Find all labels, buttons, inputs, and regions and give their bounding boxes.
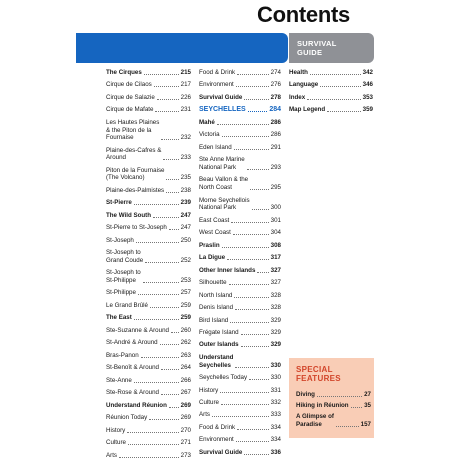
toc-entry-label: St-Philippe [106, 289, 136, 297]
toc-entry[interactable] [199, 317, 281, 325]
dot-leader [169, 229, 179, 230]
toc-entry-page: 259 [180, 314, 191, 322]
toc-entry-page: 260 [180, 326, 191, 334]
toc-entry-label: Language [289, 81, 319, 89]
toc-entry-label: Réunion Today [106, 414, 148, 422]
toc-entry-page: 253 [180, 276, 191, 284]
toc-entry[interactable] [199, 436, 281, 444]
toc-entry-page: 300 [270, 204, 281, 212]
toc-entry[interactable] [199, 354, 281, 369]
toc-entry-label: North Island [199, 291, 233, 299]
dot-leader [138, 294, 179, 295]
toc-entry[interactable] [199, 399, 281, 407]
toc-entry[interactable] [199, 242, 281, 250]
toc-entry[interactable] [199, 411, 281, 419]
toc-entry-page: 274 [270, 69, 281, 76]
dot-leader [119, 457, 179, 458]
toc-entry-label: St-Pierre to St-Joseph [106, 224, 167, 232]
toc-entry[interactable] [199, 144, 281, 152]
toc-entry-page: 238 [180, 186, 191, 194]
toc-entry[interactable] [199, 176, 281, 191]
toc-entry[interactable] [106, 439, 191, 447]
toc-entry-page: 27 [364, 391, 371, 398]
dot-leader [307, 99, 361, 100]
toc-entry[interactable] [199, 119, 281, 127]
toc-entry-page: 262 [180, 339, 191, 347]
dot-leader [229, 284, 269, 285]
toc-entry[interactable] [106, 377, 191, 385]
dot-leader [145, 262, 179, 263]
page-title: Contents [257, 2, 350, 27]
toc-entry[interactable] [106, 302, 191, 310]
dot-leader [161, 394, 179, 395]
toc-entry-label: Plaine-des-Palmistes [106, 186, 165, 194]
toc-entry-label: Outer Islands [199, 341, 239, 349]
toc-entry-page: 226 [180, 93, 191, 101]
dot-leader [310, 74, 361, 75]
toc-entry-label: Index [289, 93, 306, 101]
toc-entry-page: 334 [270, 423, 281, 431]
toc-column-1 [106, 69, 191, 464]
toc-entry-page: 257 [180, 289, 191, 297]
dot-leader [166, 192, 179, 193]
dot-leader [161, 369, 179, 370]
toc-entry-page: 269 [180, 401, 191, 409]
toc-entry-page: 271 [180, 439, 191, 447]
toc-entry-page: 317 [270, 254, 281, 262]
dot-leader [161, 139, 178, 140]
toc-entry[interactable] [296, 391, 371, 399]
toc-entry-label: Cirque de Mafate [106, 106, 154, 114]
toc-entry-page: 270 [180, 426, 191, 434]
dot-leader [155, 111, 178, 112]
toc-entry-label: The Wild South [106, 211, 151, 219]
toc-entry-page: 284 [269, 106, 281, 114]
toc-entry-label: Cirque de Salazie [106, 93, 155, 101]
toc-entry-label: Frégate Island [199, 328, 239, 336]
toc-entry-page: 239 [180, 199, 191, 207]
toc-entry-label: Ste-Suzanne & Around [106, 326, 169, 334]
toc-entry[interactable] [106, 269, 191, 284]
toc-entry[interactable] [106, 327, 191, 335]
toc-entry[interactable] [106, 389, 191, 397]
toc-entry[interactable] [106, 339, 191, 347]
toc-entry-label: Les Hautes Plaines & the Piton de la Fournaise [106, 118, 160, 142]
toc-entry-page: 327 [270, 266, 281, 274]
toc-entry-page: 247 [180, 224, 191, 232]
dot-leader [127, 432, 178, 433]
toc-entry[interactable] [199, 279, 281, 287]
toc-entry-label: Morne Seychellois National Park [199, 196, 250, 212]
toc-entry[interactable] [199, 254, 281, 262]
toc-entry-label: Food & Drink [199, 423, 236, 431]
toc-entry-label: St-Joseph [106, 236, 134, 244]
dot-leader [134, 319, 179, 320]
toc-entry[interactable] [296, 413, 371, 428]
toc-entry-page: 359 [362, 106, 373, 114]
dot-leader [241, 346, 269, 347]
toc-entry-page: 232 [180, 134, 191, 142]
toc-entry-page: 231 [180, 106, 191, 114]
toc-entry[interactable] [199, 106, 281, 114]
dot-leader [166, 179, 178, 180]
dot-leader [143, 282, 179, 283]
dot-leader [171, 332, 179, 333]
dot-leader [169, 407, 179, 408]
toc-entry-page: 329 [270, 328, 281, 336]
dot-leader [231, 222, 268, 223]
toc-entry[interactable] [106, 119, 191, 142]
toc-entry-page: 263 [180, 351, 191, 359]
toc-entry-label: Denis Island [199, 304, 234, 312]
toc-entry-label: East Coast [199, 216, 230, 224]
dot-leader [227, 259, 269, 260]
dot-leader [236, 441, 269, 442]
dot-leader [160, 344, 179, 345]
toc-entry-page: 250 [180, 236, 191, 244]
toc-entry-label: Seychelles Today [199, 374, 248, 382]
toc-entry[interactable] [199, 424, 281, 432]
toc-entry[interactable] [199, 267, 281, 275]
toc-entry-label: Piton de la Fournaise (The Volcano) [106, 166, 165, 182]
toc-entry-label: Plaine-des-Cafres & Around [106, 146, 162, 162]
toc-entry[interactable] [106, 364, 191, 372]
toc-entry-page: 342 [362, 69, 373, 76]
toc-entry-label: Map Legend [289, 106, 326, 114]
toc-entry[interactable] [199, 197, 281, 212]
toc-entry-label: Environment [199, 81, 234, 89]
toc-entry-page: 308 [270, 241, 281, 249]
toc-entry-page: 252 [180, 256, 191, 264]
toc-entry-label: Le Grand Brûlé [106, 301, 148, 309]
dot-leader [237, 429, 269, 430]
dot-leader [234, 149, 269, 150]
toc-entry-page: 269 [180, 414, 191, 422]
toc-entry-label: St-Joseph to Grand Coude [106, 249, 144, 264]
toc-entry[interactable] [106, 147, 191, 162]
toc-entry-page: 334 [270, 436, 281, 444]
dot-leader [149, 419, 179, 420]
toc-entry[interactable] [289, 94, 373, 102]
dot-leader [257, 272, 268, 273]
toc-entry-label: Silhouette [199, 279, 227, 287]
toc-entry[interactable] [199, 217, 281, 225]
toc-entry-label: The Cirques [106, 69, 142, 76]
toc-entry-label: Ste-Rose & Around [106, 389, 159, 397]
dot-leader [222, 247, 269, 248]
dot-leader [234, 297, 268, 298]
toc-entry-label: Culture [199, 399, 219, 406]
dot-leader [247, 169, 269, 170]
toc-entry-label: The East [106, 314, 132, 322]
dot-leader [134, 204, 179, 205]
toc-entry[interactable] [199, 69, 281, 77]
toc-entry-page: 266 [180, 376, 191, 384]
dot-leader [235, 367, 268, 368]
toc-entry[interactable] [289, 106, 373, 114]
dot-leader [212, 416, 269, 417]
dot-leader [244, 99, 268, 100]
toc-entry-page: 286 [270, 131, 281, 139]
dot-leader [157, 99, 179, 100]
dot-leader [317, 396, 362, 397]
toc-entry-label: Other Inner Islands [199, 266, 256, 274]
toc-entry-label: Culture [106, 439, 126, 447]
toc-entry[interactable] [106, 352, 191, 360]
dot-leader [150, 307, 179, 308]
dot-leader [237, 74, 269, 75]
toc-entry-page: 273 [180, 451, 191, 459]
toc-entry[interactable] [296, 402, 371, 410]
toc-entry[interactable] [106, 81, 191, 89]
toc-entry-label: Health [289, 69, 308, 76]
dot-leader [241, 334, 269, 335]
dot-leader [233, 234, 269, 235]
toc-entry-page: 215 [180, 69, 191, 76]
dot-leader [128, 444, 179, 445]
dot-leader [144, 74, 179, 75]
toc-entry-label: Diving [296, 391, 315, 398]
toc-entry-label: Victoria [199, 131, 220, 139]
toc-entry-label: Environment [199, 436, 234, 444]
toc-entry-page: 333 [270, 411, 281, 419]
toc-entry-label: St-André & Around [106, 339, 158, 347]
toc-entry-page: 301 [270, 216, 281, 224]
toc-entry[interactable] [106, 212, 191, 220]
toc-entry[interactable] [199, 341, 281, 349]
toc-entry-label: Ste-Anne [106, 376, 132, 384]
toc-column-2 [199, 69, 281, 461]
dot-leader [252, 209, 269, 210]
toc-entry[interactable] [106, 199, 191, 207]
toc-entry-label: Understand Réunion [106, 401, 167, 409]
dot-leader [320, 86, 360, 87]
dot-leader [249, 379, 269, 380]
toc-entry-label: St-Benoît & Around [106, 364, 159, 372]
section-header-bar [76, 33, 282, 63]
toc-entry[interactable] [199, 81, 281, 89]
dot-leader [134, 382, 179, 383]
toc-entry-page: 331 [270, 386, 281, 394]
toc-entry-label: Praslin [199, 241, 220, 249]
toc-entry-label: St-Joseph to St-Philippe [106, 269, 141, 284]
toc-entry[interactable] [106, 237, 191, 245]
toc-entry[interactable] [199, 229, 281, 237]
dot-leader [154, 86, 179, 87]
dot-leader [141, 357, 179, 358]
toc-entry[interactable] [106, 94, 191, 102]
dot-leader [336, 426, 359, 427]
toc-entry-page: 353 [362, 93, 373, 101]
dot-leader [235, 309, 269, 310]
dot-leader [250, 189, 269, 190]
toc-entry-label: West Coast [199, 229, 231, 237]
toc-entry-label: Mahé [199, 118, 215, 126]
toc-entry-label: Beau Vallon & the North Coast [199, 176, 249, 192]
toc-entry[interactable] [199, 387, 281, 395]
toc-entry-page: 278 [270, 93, 281, 101]
toc-entry-page: 327 [270, 279, 281, 287]
toc-entry-label: Bras-Panon [106, 351, 139, 359]
toc-entry[interactable] [106, 167, 191, 182]
toc-entry[interactable] [106, 106, 191, 114]
dot-leader [248, 111, 268, 112]
toc-entry-label: Arts [106, 451, 118, 459]
toc-entry[interactable] [106, 314, 191, 322]
toc-entry[interactable] [199, 449, 281, 457]
toc-entry-label: Eden Island [199, 143, 232, 151]
toc-entry-page: 330 [270, 361, 281, 369]
toc-entry-page: 157 [360, 420, 371, 428]
dot-leader [220, 392, 268, 393]
toc-entry[interactable] [106, 187, 191, 195]
toc-entry-page: 293 [270, 163, 281, 171]
toc-entry-page: 35 [364, 402, 371, 410]
toc-column-3 [289, 69, 373, 119]
toc-entry-label: La Digue [199, 254, 226, 262]
toc-entry-page: 329 [270, 316, 281, 324]
toc-entry-label: Survival Guide [199, 448, 243, 456]
toc-entry-page: 304 [270, 229, 281, 237]
toc-entry-page: 264 [180, 364, 191, 372]
survival-guide-tab: SURVIVAL GUIDE [289, 33, 374, 63]
toc-entry-page: 267 [180, 389, 191, 397]
toc-entry-label: St-Pierre [106, 199, 132, 207]
dot-leader [351, 407, 363, 408]
toc-entry[interactable] [199, 304, 281, 312]
toc-entry[interactable] [106, 249, 191, 264]
special-features-title: SPECIAL FEATURES [296, 365, 341, 383]
toc-entry-label: Ste Anne Marine National Park [199, 156, 245, 171]
toc-entry-label: Cirque de Cilaos [106, 81, 152, 89]
dot-leader [217, 124, 269, 125]
toc-entry[interactable] [106, 427, 191, 435]
toc-entry-label: Understand Seychelles [199, 353, 234, 369]
toc-entry[interactable] [106, 452, 191, 460]
toc-entry[interactable] [106, 402, 191, 410]
toc-entry-page: 346 [362, 81, 373, 89]
dot-leader [244, 454, 268, 455]
dot-leader [163, 159, 178, 160]
toc-entry[interactable] [199, 94, 281, 102]
toc-entry-label: SEYCHELLES [199, 106, 246, 114]
toc-entry-label: A Glimpse of Paradise [296, 413, 334, 428]
toc-entry-label: Food & Drink [199, 69, 236, 76]
toc-entry-page: 328 [270, 304, 281, 312]
toc-entry[interactable] [106, 414, 191, 422]
toc-entry[interactable] [199, 131, 281, 139]
toc-entry-page: 295 [270, 184, 281, 192]
toc-entry-page: 329 [270, 341, 281, 349]
dot-leader [136, 242, 179, 243]
toc-entry[interactable] [289, 69, 373, 77]
toc-entry[interactable] [106, 69, 191, 77]
toc-entry-page: 235 [180, 174, 191, 182]
dot-leader [222, 136, 269, 137]
toc-entry-page: 286 [270, 118, 281, 126]
toc-entry[interactable] [199, 292, 281, 300]
toc-entry-label: History [106, 426, 126, 434]
toc-entry-label: Survival Guide [199, 93, 243, 101]
dot-leader [153, 217, 179, 218]
toc-entry-page: 217 [180, 81, 191, 89]
toc-entry-page: 330 [270, 374, 281, 382]
toc-entry-page: 247 [180, 211, 191, 219]
dot-leader [221, 404, 269, 405]
toc-entry-label: Hiking in Réunion [296, 402, 349, 410]
toc-entry-page: 332 [270, 399, 281, 406]
toc-entry-label: Arts [199, 411, 211, 419]
toc-entry[interactable] [106, 224, 191, 232]
dot-leader [230, 322, 268, 323]
toc-entry-page: 276 [270, 81, 281, 89]
toc-entry-page: 328 [270, 291, 281, 299]
toc-entry-label: History [199, 386, 219, 394]
toc-entry-page: 291 [270, 143, 281, 151]
toc-entry[interactable] [199, 156, 281, 171]
toc-entry-page: 233 [180, 154, 191, 162]
dot-leader [236, 86, 269, 87]
toc-entry-page: 336 [270, 448, 281, 456]
toc-entry[interactable] [199, 329, 281, 337]
toc-column-special [296, 391, 371, 432]
toc-entry[interactable] [199, 374, 281, 382]
dot-leader [327, 111, 361, 112]
toc-entry-page: 259 [180, 301, 191, 309]
toc-entry-label: Bird Island [199, 316, 229, 324]
toc-entry[interactable] [289, 81, 373, 89]
toc-entry[interactable] [106, 289, 191, 297]
